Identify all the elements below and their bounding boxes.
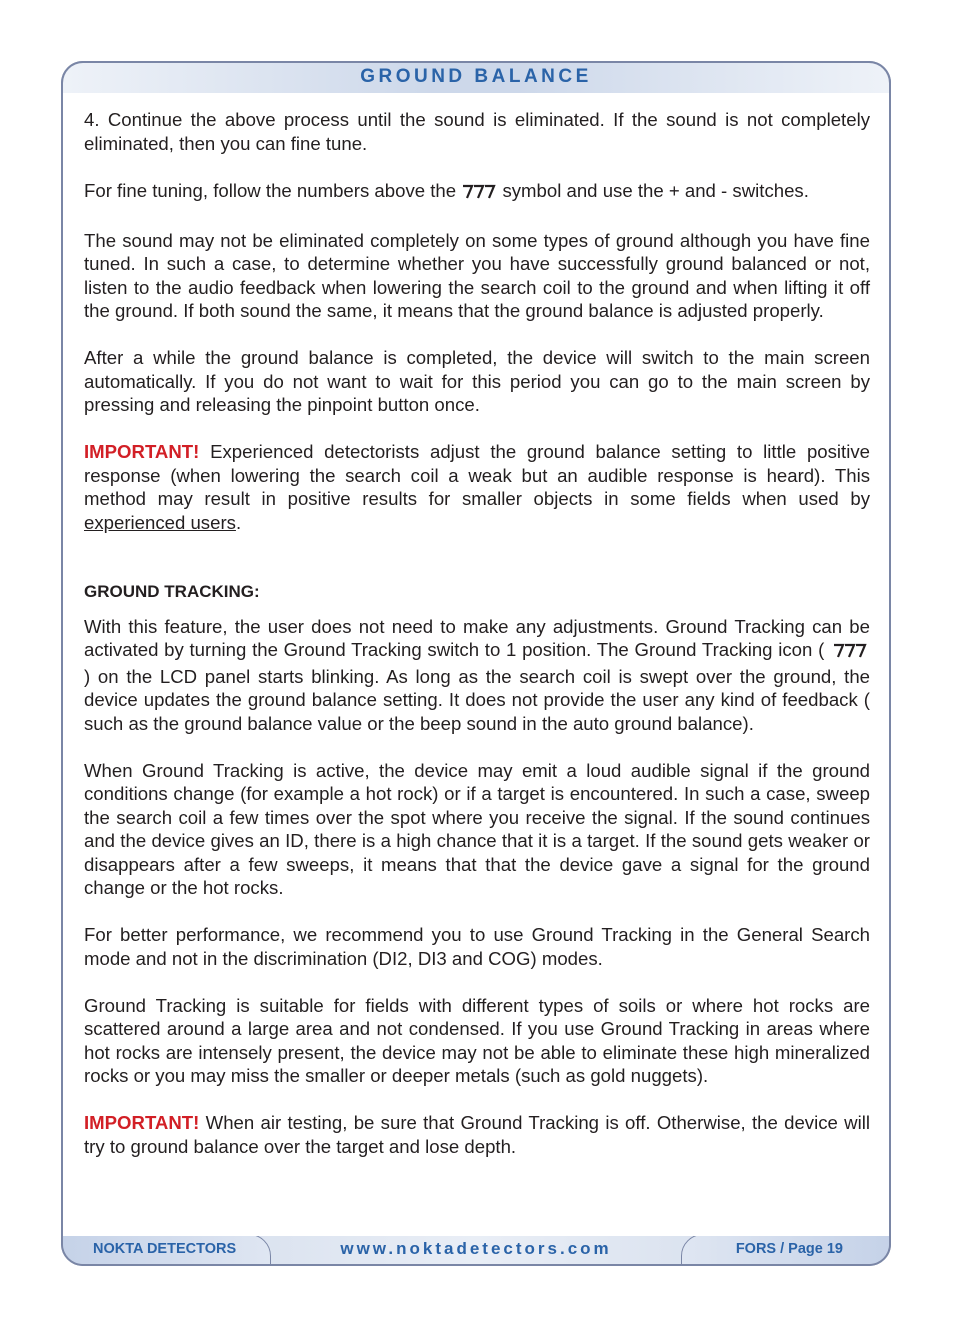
- paragraph-not-eliminated: The sound may not be eliminated completely on some types of ground although you have fine tuned. In such a case, to determine whether you have successfully ground balanced or not, listen to the audio feedback when lowering the search coil to the ground and when lifting it off the ground. If both sound the same, it means that the ground balance is adjusted properly.: [84, 229, 870, 321]
- paragraph-ground-tracking: With this feature, the user does not need to make any adjustments. Ground Tracking can be activated by turning the Ground Tracking switch to 1 position. The Ground Tracking icon ( ) on the LCD panel starts blinking. As long as the search coil is swept over the ground, the device updates the ground balance setting. It does not provide the user any kind of feedback ( such as the ground balance value or the beep sound in the auto ground balance).: [84, 615, 870, 734]
- paragraph-auto-switch: After a while the ground balance is completed, the device will switch to the main screen automatically. If you do not want to wait for this period you can go to the main screen by pressing and releasing the pinpoint button once.: [84, 347, 870, 415]
- website-link[interactable]: www.noktadetectors.com: [340, 1239, 612, 1258]
- experienced-users-text: experienced users: [84, 511, 236, 533]
- paragraph-suitable-fields: Ground Tracking is suitable for fields with different types of soils or where hot rocks are scattered around a large area and not condensed. If you use Ground Tracking in areas where hot rocks are intensely present, the device may not be able to eliminate these high mineralized rocks or you may miss the smaller or deeper metals (such as gold nuggets).: [84, 994, 870, 1086]
- paragraph-performance: For better performance, we recommend you to use Ground Tracking in the General Search mode and not in the discrimination (DI2, DI3 and COG) modes.: [84, 924, 870, 969]
- important-label: IMPORTANT!: [84, 441, 200, 462]
- ground-tracking-icon: [830, 641, 870, 665]
- section-header: [61, 61, 891, 93]
- page-number: FORS / Page 19: [735, 1241, 843, 1257]
- important-label: IMPORTANT!: [84, 1112, 200, 1133]
- paragraph-loud-signal: When Ground Tracking is active, the device may emit a loud audible signal if the ground conditions change (for example a hot rock) or if a target is encountered. In such a case, sweep the search coil a few times over the spot where you receive the signal. If the sound continues and the device gives an ID, there is a high chance that it is a target. If the sound gets weaker or disappears after a few sweeps, it means that that the device gave a signal for the ground change or the hot rocks.: [84, 759, 870, 898]
- ground-tracking-heading: GROUND TRACKING:: [84, 582, 260, 601]
- paragraph-important-2: IMPORTANT! When air testing, be sure that Ground Tracking is off. Otherwise, the device will try to ground balance over the target and lose depth.: [84, 1112, 870, 1157]
- brand-name: NOKTA DETECTORS: [93, 1241, 237, 1257]
- paragraph-important-1: IMPORTANT! Experienced detectorists adjust the ground balance setting to little positive response (when lowering the search coil a weak but an audible response is heard). This method may result in positive results for smaller objects in some fields when used by experienced users.: [84, 441, 870, 533]
- page-title: GROUND BALANCE: [360, 66, 592, 87]
- page-footer: [61, 1236, 891, 1266]
- paragraph-continue: 4. Continue the above process until the sound is eliminated. If the sound is not completely eliminated, then you can fine tune.: [84, 109, 870, 154]
- main-content: [84, 108, 870, 1158]
- ground-tracking-icon: [461, 182, 497, 206]
- paragraph-fine-tuning: For fine tuning, follow the numbers above the symbol and use the + and - switches.: [84, 179, 870, 206]
